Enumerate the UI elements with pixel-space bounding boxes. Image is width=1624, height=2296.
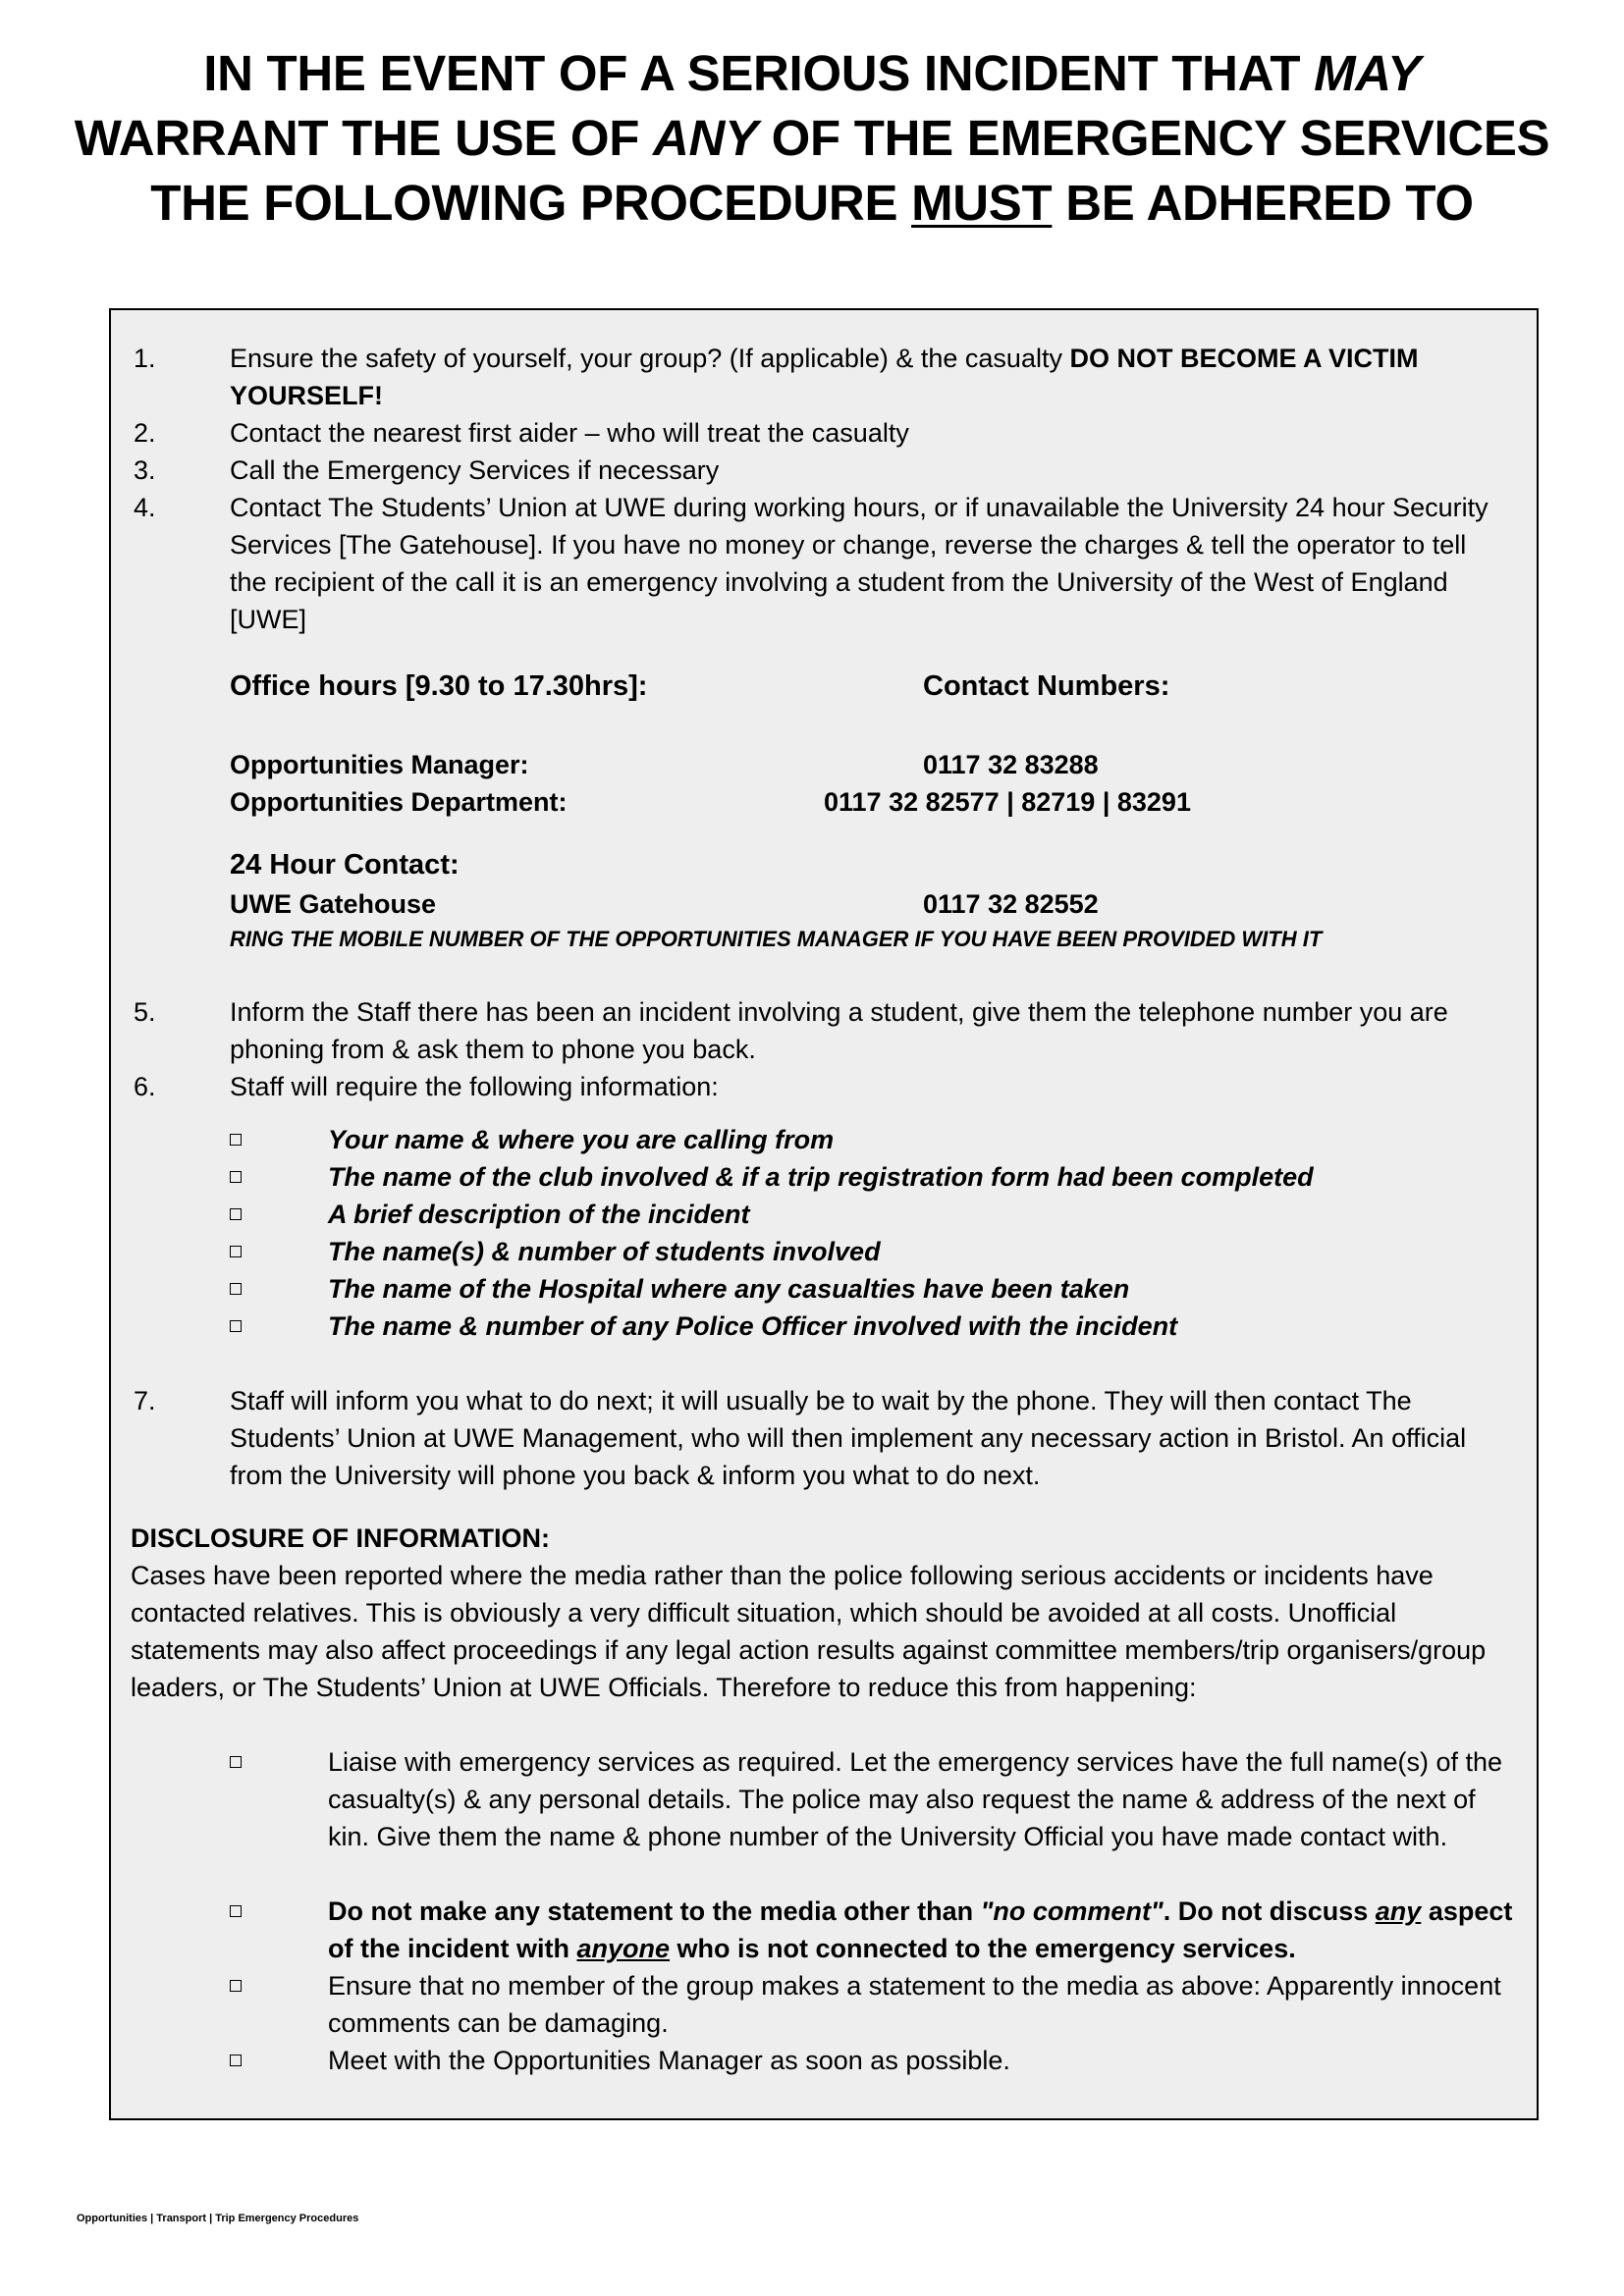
gatehouse-label: UWE Gatehouse (230, 889, 437, 919)
checkbox-icon (230, 1246, 242, 1257)
h24-heading: 24 Hour Contact: (230, 849, 460, 881)
checkbox-icon (230, 1320, 242, 1332)
department-label: Opportunities Department: (230, 787, 568, 817)
manager-label: Opportunities Manager: (230, 750, 529, 779)
checkbox-icon (230, 2055, 242, 2066)
page-title (0, 41, 1624, 236)
manager-number: 0117 32 83288 (923, 750, 1099, 779)
title-line-3: THE FOLLOWING PROCEDURE MUST BE ADHERED TO (150, 175, 1474, 231)
title-line-2: WARRANT THE USE OF ANY OF THE EMERGENCY SERVICES (74, 110, 1550, 166)
gatehouse-number: 0117 32 82552 (923, 889, 1099, 919)
checkbox-icon (230, 1905, 242, 1917)
checkbox-icon (230, 1756, 242, 1768)
checkbox-icon (230, 1171, 242, 1183)
checkbox-icon (230, 1980, 242, 1992)
checkbox-icon (230, 1283, 242, 1295)
title-line-1: IN THE EVENT OF A SERIOUS INCIDENT THAT MAY (203, 45, 1421, 101)
checkbox-icon (230, 1134, 242, 1146)
disclosure-text: Cases have been reported where the media rather than the police following serious accidents or incidents have contacted relatives. This is obviously a very difficult situation, which should be avoided at all costs. Unofficial statements may also affect proceedings if any legal action results against committee members/trip organisers/group leaders, or The Students’ Union at UWE Officials. Therefore to reduce this from happening: (131, 1561, 1487, 1702)
department-number: 0117 32 82577 | 82719 | 83291 (824, 787, 1191, 817)
office-hours-heading: Office hours [9.30 to 17.30hrs]: (230, 670, 648, 702)
page-footer: Opportunities | Transport | Trip Emergency Procedures (77, 2213, 359, 2224)
disclosure-heading: DISCLOSURE OF INFORMATION: (131, 1523, 550, 1553)
checkbox-icon (230, 1208, 242, 1220)
procedure-box: 1. Ensure the safety of yourself, your group? (If applicable) & the casualty DO NOT BECOME A VICTIM YOURSELF! 2. Contact the nearest first aider – who will treat the casualty 3. Call the Emergency Services if necessary 4. Contact The Students’ Union at UWE during working hours, or if unavailable the University 24 hour Security Services [The Gatehouse]. If you have no money or change, reverse the charges & tell the operator to tell the recipient of the call it is an emergency involving a student from the University of the West of England [UWE] Office hours [9.30 to 17.30hrs]: Contact Numbers: Opportunities Manager: 0117 32 83288 Opportunities Department: 0117 32 82577 | 82719 | 83291 24 Hour Contact: UWE Gatehouse 0117 32 82552 RING THE MOBILE NUMBER OF THE OPPORTUNITIES MANAGER IF YOU HAVE BEEN PROVIDED WITH IT 5. Inform the Staff there has been an incident involving a student, give them the telephone number you are phoning from & ask them to phone you back. 6. Staff will require the following information: Your name & where you are calling from The name of the club involved & if a trip registration form had been completed A brief description of the incident The name(s) & number of students involved The name of the Hospital where any casualties have been taken The name & number of any Police Officer involved with the incident 7. Staff will inform you what to do next; it will usually be to wait by the phone. They will then contact The Students’ Union at UWE Management, who will then implement any necessary action in Bristol. An official from the University will phone you back & inform you what to do next. DISCLOSURE OF INFORMATION: Cases have been reported where the media rather than the police following serious accidents or incidents have contacted relatives. This is obviously a very difficult situation, which should be avoided at all costs. Unofficial statements may also affect proceedings if any legal action results against committee members/trip organisers/group leaders, or The Students’ Union at UWE Officials. Therefore to reduce this from happening: Liaise with emergency services as required. Let the emergency services have the full name(s) of the casualty(s) & any personal details. The police may also request the name & address of the next of kin. Give them the name & phone number of the University Official you have made contact with. Do not make any statement to the media other than "no comment". Do not discuss any aspect of the incident with anyone who is not connected to the emergency services. Ensure that no member of the group makes a statement to the media as above: Apparently innocent comments can be damaging. Meet with the Opportunities Manager as soon as possible. (109, 308, 1539, 2120)
mobile-note: RING THE MOBILE NUMBER OF THE OPPORTUNITIES MANAGER IF YOU HAVE BEEN PROVIDED WITH IT (230, 927, 1323, 951)
contact-numbers-heading: Contact Numbers: (923, 670, 1170, 702)
